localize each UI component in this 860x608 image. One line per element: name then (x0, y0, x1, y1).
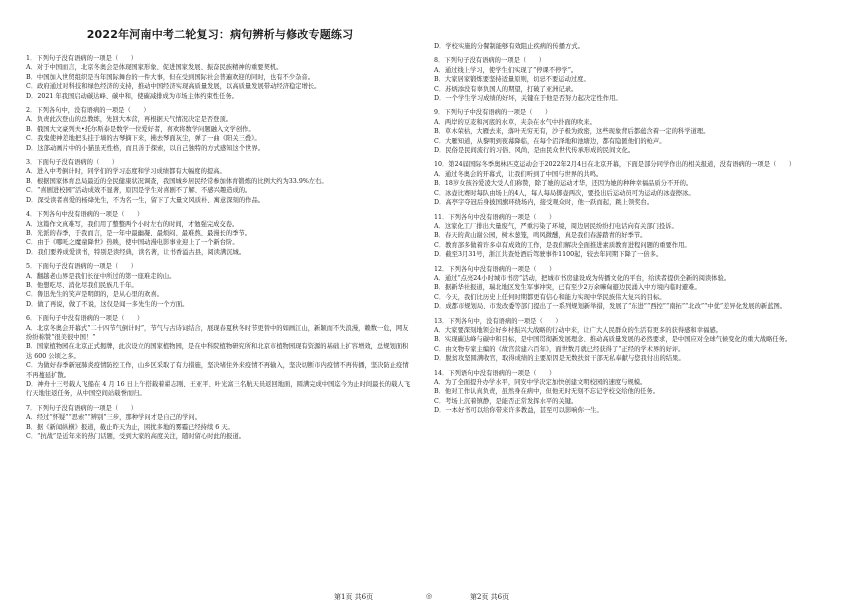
option-c: C．“抗战”是近年来的热门话题，受到大家的高度关注，随时留心时此的报道。 (26, 433, 246, 441)
option-b: B．国家植物园在北京正式揭牌，此次设立的国家植物园，是在中科院植物研究所和北京市植物园现有资源的基础上扩容增效，总规划面积达 600 公顷之多。 (26, 343, 409, 360)
question (434, 42, 838, 51)
option-d: D．2021 年我国启动碳达峰、碳中和，使碳减排成为市场主体约束性任务。 (26, 92, 238, 100)
option-b: B．据《新闻纵横》报道，截止昨天为止，困扰多地的雾霾已经持续 6 天。 (26, 423, 234, 431)
option-c: C．教育部多做着许多卓有成效的工作，是我们解决全面推进素质教育进程问题的重要作用。 (434, 241, 691, 249)
question-stem: 9．下列句子中没有语病的一项是（ ） (434, 109, 552, 117)
question (434, 160, 838, 207)
question (26, 158, 414, 205)
question (434, 369, 838, 416)
page-2-column (434, 42, 838, 416)
question (434, 56, 838, 103)
question (26, 404, 414, 442)
question (434, 265, 838, 312)
option-a: A．对于中国而言，北京冬奥会是体现国家形象、促进国家发展、振奋民族精神的重要契机。 (26, 64, 283, 72)
option-a: A．为了全面提升办学水平，同安中学决定加快创建文明校园的速度与规模。 (434, 379, 647, 386)
option-b: B．草木荣枯，大雁去来，落叶无穷无有，沙子极为致密，这些现象背后都蕴含着一定的科学道理。 (434, 128, 710, 136)
question-stem: 10．第24届国际冬季奥林匹克运动会于2022年2月4日在北京开幕，下面是部分同学作出的相关报道，没有语病的一项是（ ） (434, 161, 796, 169)
option-b: B．18岁女孩谷爱凌大受人们称赞，除了她的运动才华，还因为她的种种幸福品质分不开的。 (434, 180, 693, 188)
option-b: B．他对工作认真负责，虽然身在病中，但他无时无刻不忘记学校交给他的任务。 (434, 388, 660, 396)
question-list-left (26, 54, 414, 441)
option-a: A．这篇作文真难写，我们用了整整两个小时左右的时间，才勉强完成交卷。 (26, 220, 239, 228)
page-footer-1: 第1页 共6页 (334, 593, 374, 601)
question-stem: 12．下列各句中没有语病的一项是（ ） (434, 265, 556, 273)
page-footer-2: 第2页 共6页 (470, 593, 510, 601)
option-a: A．这家化工厂排出大量废气，严重污染了环境，周边居民纷纷打电话向有关部门投诉。 (434, 222, 678, 230)
binder-hole-icon: ◎ (426, 592, 433, 600)
option-c: C．由文物专家主编的《故宫营建六百年》，面世数月就已经获得了“正经的学术界的好评。 (434, 345, 685, 353)
option-a: A．通过冬奥会的开幕式，让我们听到了中国与世界的共鸣。 (434, 170, 603, 178)
option-b: B．春天的黄山谢公园，树木葱笼，鸣风微醺，真是我们春游踏青的好季节。 (434, 232, 647, 240)
option-a: A．大家要深刻地领会好乡村振兴大战略的行动中来，让广大人民群众的生活有更多的获得感和幸福感。 (434, 326, 722, 334)
option-a: A．北京冬奥会开幕式“二十四节气倒计时”，节气与古诗词结合，展现春夏秋冬时节更替中的如画江山，新颖而不失浪漫，赖数一危，网友纷纷称赞“很美很中国！” (26, 324, 409, 341)
question-stem: 2．下列各句中，没有语病的一项是（ ） (26, 107, 150, 115)
page-1-column (26, 20, 414, 441)
question (26, 106, 414, 153)
question-stem: 3．下面句子没有语病的（ ） (26, 159, 119, 167)
question-stem: 1．下列句子没有语病的一项是（ ） (26, 55, 138, 62)
option-d: D．高亭宇夺冠后身披国旗环绕场内，接受观众时，他一跃而起，跳上领奖台。 (434, 199, 654, 207)
question (26, 210, 414, 257)
option-b: B．大家居家锻炼要坚持适量原则，切忌不要运动过度。 (434, 76, 590, 84)
option-d: D．截至3月31号，浙江共查处酒后驾驶事件1100起，较去年同期下降了一倍多。 (434, 251, 663, 259)
question-stem: 5．下面句子没有语病的一项是（ ） (26, 263, 138, 271)
option-c: C．苏炳添没有辜负国人的期望，打破了亚洲记录。 (434, 85, 578, 93)
page-2 (432, 0, 860, 608)
option-d: D．学校实施的分餐制能够有效阻止疾病的传播方式。 (434, 43, 584, 50)
option-d: D．这部动画片中的小猫虽无性格，而且善于探索，以自己独特的方式感知这个世界。 (26, 144, 265, 152)
option-b: B．他想吃尽、消化尽我们民族几千年。 (26, 281, 138, 289)
option-d: D．我们要养成爱读书，特别是读经典，读名著，让书香溢古县，阅读满沉城。 (26, 248, 246, 256)
option-a: A．翻越老山界是我们长征中所过的第一座难走的山。 (26, 272, 176, 280)
option-a: A．通过“点亮24小时城市书房”活动，把城市书房建设成为传播文化的平台，给读者提供全新的阅读体验。 (434, 274, 731, 282)
option-d: D．一个学生学习成绩的好坏，关键在于他是否努力起决定性作用。 (434, 95, 622, 103)
question (434, 317, 838, 364)
option-c: C．“喜剧进校园”活动成效不显著，原因是学生对喜剧不了解、不感兴趣造成的。 (26, 187, 252, 195)
page-title: 2022年河南中考二轮复习：病句辨析与修改专题练习 (86, 28, 354, 41)
option-a: A．经过“怀疑”“思索”“辨别”三步，那种学问才是自己的学问。 (26, 414, 201, 422)
option-a: A．负责此次登山的总教练，先回大本营，再根据天气情况决定是否登顶。 (26, 116, 233, 124)
option-b: B．光派的春季，于我而言，是一年中最幽凝、最烦闷、最难熬、最漫长的季节。 (26, 229, 252, 237)
option-c: C．我鬼使神差地把头挂于墙的古琴摘下来，拂去琴面灰尘，弹了一曲《阳关三叠》。 (26, 135, 261, 143)
option-c: C．冰壶比赛时每队由场上的4人，每人每局掷壶两次，要投出后运动员可为运动的冰壶擦冰。 (434, 189, 695, 197)
question-stem: 13．下列各句中，没有语病的一项是（ ） (434, 317, 562, 325)
option-d: D．民俗是民间流行的习俗、风尚，是由民众世代传承形成的民间文化。 (434, 147, 635, 155)
option-d: D．一本好书可以给你带来许多教益，甚至可以影响你一生。 (434, 407, 603, 415)
option-d: D．成都市规划局、市发改委等部门提出了一系列规划新举措，发展了“东进”“西控”“南拓”“北改”“中优”差异化发展的新蓝图。 (434, 303, 787, 311)
option-c: C．为做好春季新冠肺炎疫情防控工作，山乡区采取了有力措施，坚决堵住外来疫情不再输入，坚决切断市内疫情不再传播，坚决防止疫情不再蔓延扩散。 (26, 362, 409, 379)
option-d: D．做了再说，做了不说，这仅是闻一多先生的一个方面。 (26, 300, 189, 308)
option-a: A．通过线上学习，使学生们实现了“停课不停学”。 (434, 66, 578, 74)
option-d: D．神舟十三号载人飞船在 4 月 16 日上午搭载着翟志刚、王亚平、叶光富三名航天员返回地面，圆满完成中国迄今为止时间最长的载人飞行天地往返任务，从中国空间站载誉而归。 (26, 381, 410, 398)
question-stem: 14．下列语句中没有语病的一项是（ ） (434, 369, 556, 377)
question (434, 213, 838, 260)
question-stem: 11．下列各句中没有语病的一项是（ ） (434, 213, 556, 221)
option-c: C．政府通过对科技和绿色经济的支持，推动中国经济实现高质量发展，以高质量发展带动经济稳定增长。 (26, 83, 321, 91)
option-a: A．两岸的豆麦和河底的水草，夹杂在水气中扑面的吹来。 (434, 118, 596, 126)
option-c: C．考场上沉着镇静，是能否正常发挥水平的关键。 (434, 397, 578, 405)
question (26, 54, 414, 101)
option-c: C．鲁迅先生的笑声是明朗的，是从心里的欢喜。 (26, 291, 164, 299)
option-d: D．脱贫攻坚圆满收官，取得成绩的主要原因是无数扶贫干部无私奉献与您我付出的结果。 (434, 355, 685, 363)
question-stem: 7．下列句子没有语病的一项是（ ） (26, 404, 138, 412)
option-c: C．大雁知道，从黎明到夜幕降临，在每个沼泽地和池塘边，都有隐匿他们的枪声。 (434, 137, 666, 145)
question (434, 108, 838, 155)
option-b: B．中国加入世贸组织是当年国际舞台的一件大事，但在受到国际社会普遍欢迎的同时，也有不少杂音。 (26, 73, 314, 81)
option-b: B．实现碳达峰与碳中和目标，是中国贯彻新发展理念、推动高质量发展的必然要求，是中国应对全球气候变化的重大战略任务。 (434, 336, 792, 344)
option-b: B．据新华社报道，瑞北地区发生军事冲突，已有至少2万余嘛甸避边民涌入中方境内临时避难。 (434, 284, 701, 292)
option-b: B．根据国家体育总局最近的全民健康状况调查，我国城乡居民经常参加体育锻炼的比例大约为33.9%左右。 (26, 177, 328, 185)
question-stem: 8．下列句子没有语病的一项是（ ） (434, 57, 546, 65)
question-stem: 4．下列各句中没有语病的一项是（ ） (26, 211, 144, 219)
question-stem: 6．下面句子中没有语病的一项是（ ） (26, 315, 144, 323)
option-d: D．深受读者喜爱的杨绛先生，不为名一生，留下了大量文风质朴、寓意深刻的作品。 (26, 196, 265, 204)
option-c: C．今天，我们比历史上任何时期都更有信心和能力实现中华民族伟大复兴的目标。 (434, 293, 666, 301)
question (26, 314, 414, 399)
option-c: C．由于《哪吒之魔童降世》热映，使中国动漫电影事业迎上了一个新台阶。 (26, 239, 239, 247)
option-b: B．俄国大文豪列夫•托尔斯泰是数学一位爱好者，喜欢将数学问题融入文学创作。 (26, 125, 255, 133)
page-1 (0, 0, 428, 608)
option-a: A．进入中考倒计时，同学们的学习态度和学习成绩都有大幅度的提高。 (26, 168, 226, 176)
question (26, 262, 414, 309)
